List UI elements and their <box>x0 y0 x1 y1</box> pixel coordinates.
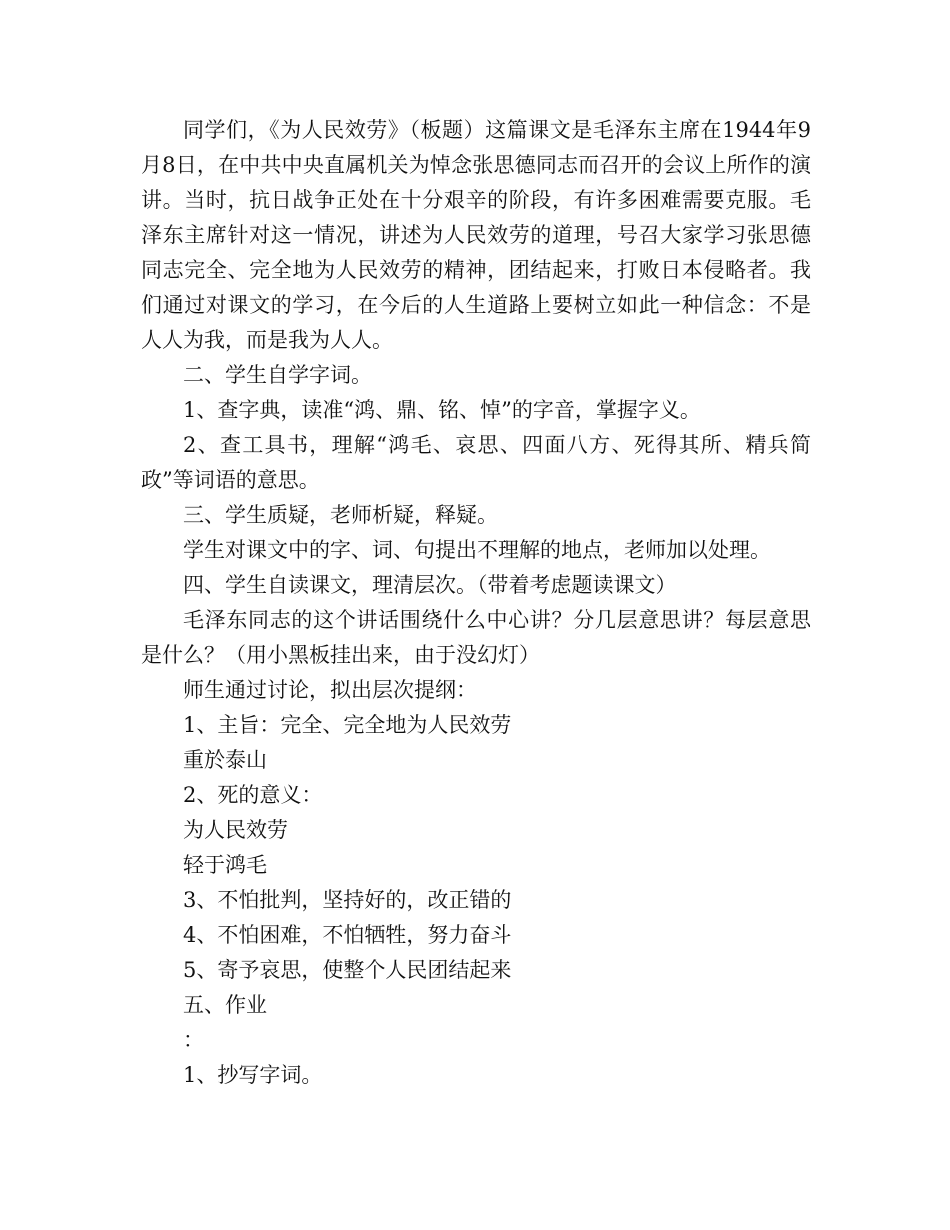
intro-paragraph: 同学们，《为人民效劳》（板题）这篇课文是毛泽东主席在1944年9月8日，在中共中央直属机关为悼念张思德同志而召开的会议上所作的演讲。当时，抗日战争正处在十分艰辛的阶段，有许多困难需要克服。毛泽东主席针对这一情况，讲述为人民效劳的道理，号召大家学习张思德同志完全、完全地为人民效劳的精神，团结起来，打败日本侵略者。我们通过对课文的学习，在今后的人生道路上要树立如此一种信念：不是人人为我，而是我为人人。 <box>141 118 811 352</box>
outline-item: 为人民效劳 <box>183 818 288 842</box>
list-item: 1、查字典，读准“鸿、鼎、铭、悼”的字音，掌握字义。 <box>183 398 701 422</box>
section-heading-homework: 五、作业 <box>183 993 267 1017</box>
outline-item: 重於泰山 <box>183 748 267 772</box>
list-item: 2、查工具书，理解“鸿毛、哀思、四面八方、死得其所、精兵简政”等词语的意思。 <box>141 433 811 492</box>
body-paragraph: 师生通过讨论，拟出层次提纲： <box>183 678 477 702</box>
section-heading-reading: 四、学生自读课文，理清层次。（带着考虑题读课文） <box>183 573 677 597</box>
section-heading-self-study: 二、学生自学字词。 <box>183 363 372 387</box>
section-heading-questions: 三、学生质疑，老师析疑，释疑。 <box>183 503 498 527</box>
document-body <box>141 113 811 1093</box>
outline-item: 2、死的意义： <box>183 783 323 807</box>
list-item: 1、抄写字词。 <box>183 1063 323 1087</box>
outline-item: 4、不怕困难，不怕牺牲，努力奋斗 <box>183 923 512 947</box>
punctuation-line: ： <box>183 1028 204 1052</box>
body-paragraph: 毛泽东同志的这个讲话围绕什么中心讲？分几层意思讲？每层意思是什么？（用小黑板挂出来，由于没幻灯） <box>141 608 811 667</box>
outline-item: 1、主旨：完全、完全地为人民效劳 <box>183 713 512 737</box>
outline-item: 5、寄予哀思，使整个人民团结起来 <box>183 958 512 982</box>
body-paragraph: 学生对课文中的字、词、句提出不理解的地点，老师加以处理。 <box>183 538 771 562</box>
outline-item: 3、不怕批判，坚持好的，改正错的 <box>183 888 512 912</box>
outline-item: 轻于鸿毛 <box>183 853 267 877</box>
